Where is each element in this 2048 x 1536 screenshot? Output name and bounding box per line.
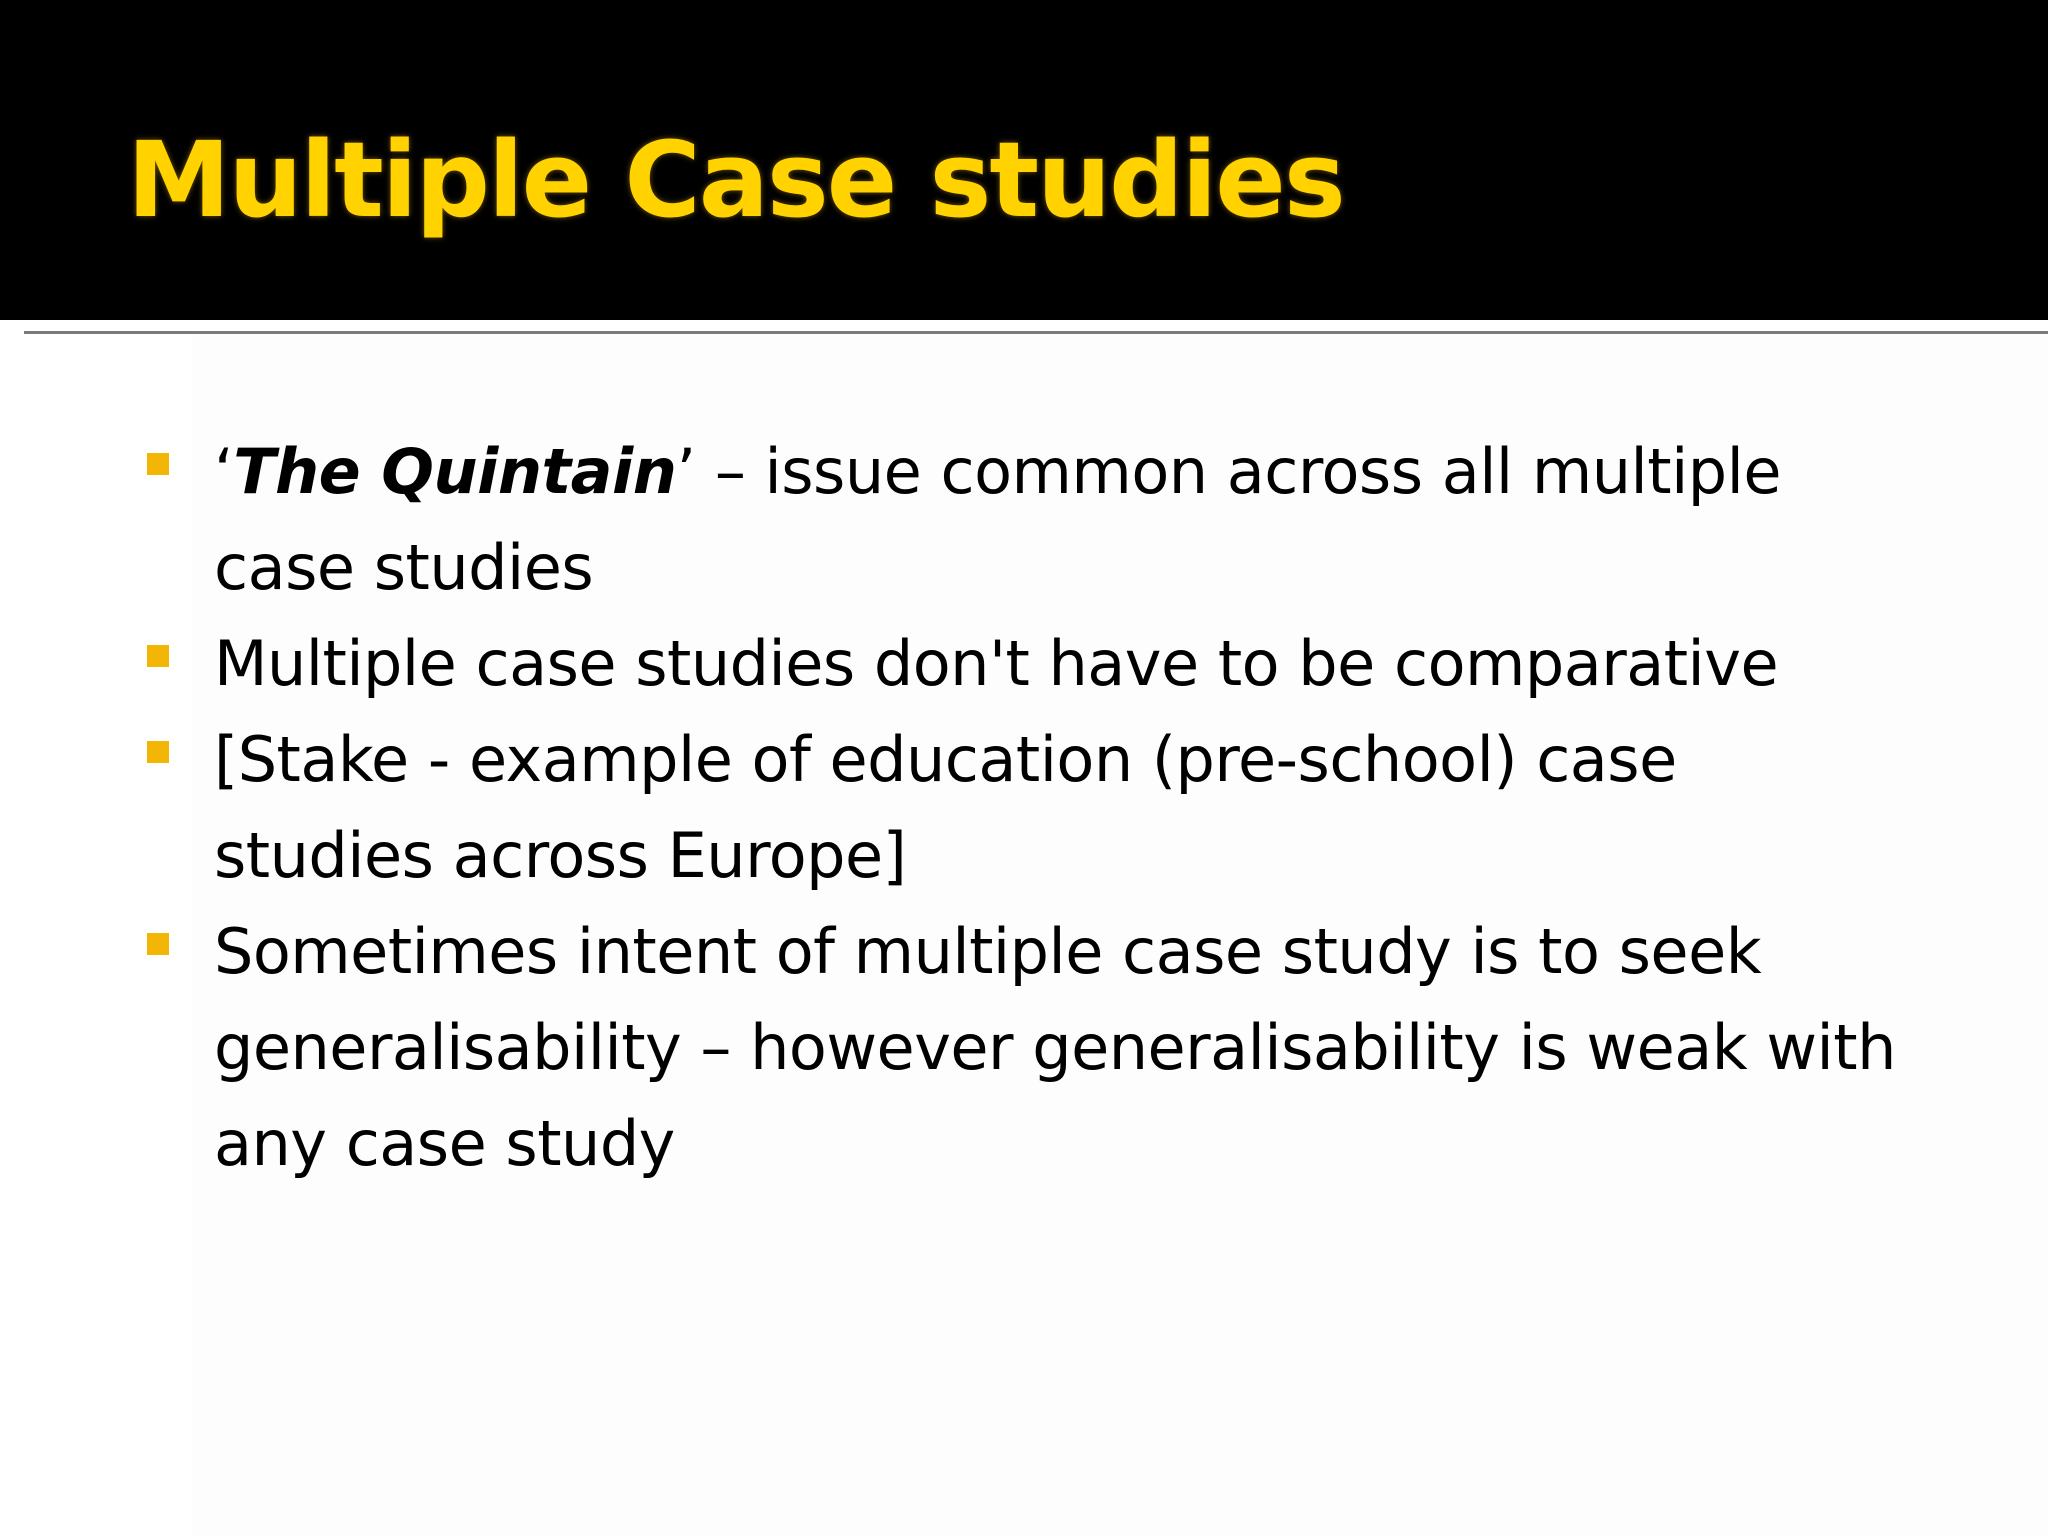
quintain-term: The Quintain (233, 435, 677, 508)
square-bullet-icon (147, 645, 169, 667)
square-bullet-icon (147, 741, 169, 763)
bullet-text: [Stake - example of education (pre-school) case studies across Europe] (214, 723, 1677, 892)
bullet-list (144, 424, 1904, 1192)
bullet-item-quintain (144, 424, 1904, 616)
square-bullet-icon (147, 933, 169, 955)
bullet-text: Multiple case studies don't have to be comparative (214, 627, 1779, 700)
quintain-close-quote: ’ (676, 435, 696, 508)
title-bar (0, 0, 2048, 320)
square-bullet-icon (147, 453, 169, 475)
bullet-item-stake-example (144, 712, 1904, 904)
quintain-open-quote: ‘ (214, 435, 234, 508)
bullet-item-generalisability (144, 904, 1904, 1192)
slide-title: Multiple Case studies (127, 119, 1344, 241)
bullet-item-comparative (144, 616, 1904, 712)
bullet-text: Sometimes intent of multiple case study is to seek generalisability – however generalisability is weak with any case study (214, 915, 1896, 1180)
quintain-description: – issue common across all multiple case studies (214, 435, 1782, 604)
